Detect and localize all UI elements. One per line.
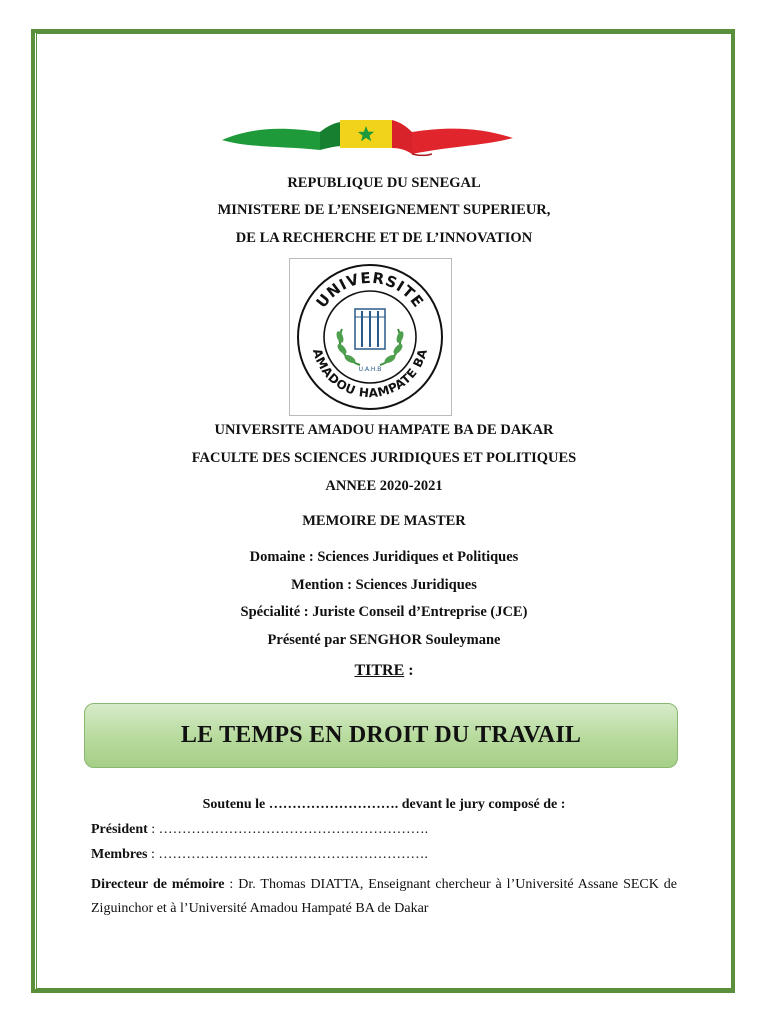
republic-heading: REPUBLIQUE DU SENEGAL (287, 175, 481, 191)
speciality-line: Spécialité : Juriste Conseil d’Entreprise (JCE) (240, 604, 528, 620)
members-label: Membres (91, 847, 148, 862)
senegal-flag-ribbon (220, 116, 515, 158)
mention-line: Mention : Sciences Juridiques (291, 577, 477, 593)
ministry-line-2: DE LA RECHERCHE ET DE L’INNOVATION (235, 230, 533, 246)
university-seal (289, 258, 452, 416)
director-label: Directeur de mémoire (91, 877, 225, 892)
svg-text:UNIVERSITE: UNIVERSITE (312, 268, 428, 312)
title-label-colon: : (404, 662, 414, 679)
faculty-name: FACULTE DES SCIENCES JURIDIQUES ET POLITIQUES (191, 450, 577, 466)
defense-line: Soutenu le ………………………. devant le jury composé de : (202, 797, 566, 812)
university-name: UNIVERSITE AMADOU HAMPATE BA DE DAKAR (214, 422, 554, 438)
president-line (91, 822, 677, 838)
president-value: : …………………………………………………. (147, 822, 429, 837)
ministry-line-1: MINISTERE DE L’ENSEIGNEMENT SUPERIEUR, (217, 202, 551, 218)
thesis-title-box (84, 703, 678, 768)
director-paragraph (91, 873, 677, 921)
title-label-text: TITRE (354, 662, 405, 679)
svg-text:AMADOU HAMPATE BA: AMADOU HAMPATE BA (309, 347, 431, 401)
members-value: : …………………………………………………. (147, 847, 428, 862)
director-value: : Dr. Thomas DIATTA, Enseignant chercheur à l’Université Assane SECK de Ziguinchor et à l’Université Amadou Hampaté BA de Dakar (91, 877, 678, 916)
academic-year: ANNEE 2020-2021 (325, 478, 443, 494)
presented-by: Présenté par SENGHOR Souleymane (267, 632, 501, 648)
thesis-type: MEMOIRE DE MASTER (302, 513, 466, 529)
president-label: Président (91, 822, 148, 837)
domain-line: Domaine : Sciences Juridiques et Politiques (249, 549, 519, 565)
seal-logo-icon (290, 259, 451, 415)
members-line (91, 847, 677, 863)
svg-text:U.A.H.B: U.A.H.B (358, 366, 382, 373)
title-label (0, 662, 768, 680)
thesis-title: LE TEMPS EN DROIT DU TRAVAIL (180, 722, 582, 748)
